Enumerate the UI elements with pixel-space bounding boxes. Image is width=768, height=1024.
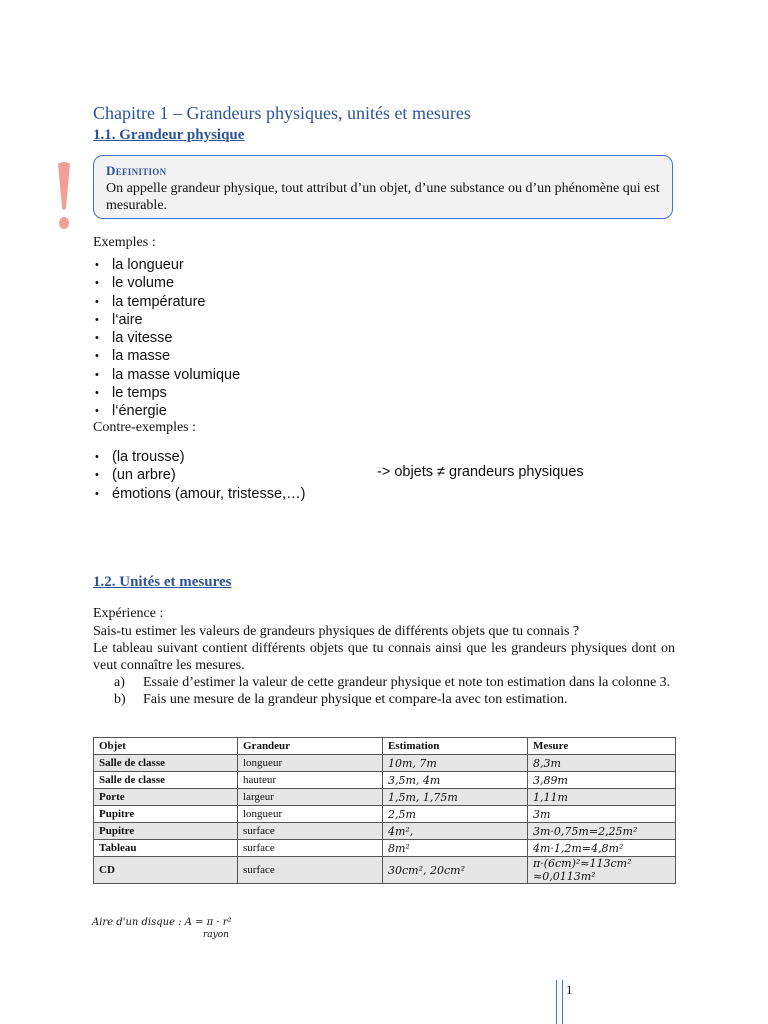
table-row (94, 823, 676, 840)
section-title-unites: 1.2. Unités et mesures (93, 574, 232, 590)
list-item: • (un arbre) (93, 466, 305, 484)
cell-mesure: 4m·1,2m=4,8m² (528, 840, 676, 857)
list-item: • la masse volumique (93, 366, 240, 384)
table-header-row (94, 738, 676, 755)
table-row (94, 772, 676, 789)
list-item: • le temps (93, 384, 240, 402)
handwritten-note: Aire d'un disque : A = π · r² (92, 917, 232, 928)
column-header: Objet (94, 738, 238, 755)
question-text: Sais-tu estimer les valeurs de grandeurs physiques de différents objets que tu connais ? (93, 624, 580, 639)
cell-estimation: 4m², (383, 823, 528, 840)
counter-examples-note: -> objets ≠ grandeurs physiques (377, 464, 584, 480)
step-letter: b) (114, 692, 126, 707)
cell-grandeur: surface (238, 840, 383, 857)
cell-grandeur: longueur (238, 806, 383, 823)
cell-objet: Tableau (94, 840, 238, 857)
page-number-bar (556, 980, 563, 1024)
cell-objet: Salle de classe (94, 772, 238, 789)
cell-estimation: 8m² (383, 840, 528, 857)
definition-text: On appelle grandeur physique, tout attribut d’un objet, d’une substance ou d’un phénomène qui est mesurable. (106, 181, 660, 213)
list-item: • (la trousse) (93, 448, 305, 466)
cell-grandeur: surface (238, 823, 383, 840)
experience-label: Expérience : (93, 606, 164, 621)
list-item: • la masse (93, 347, 240, 365)
examples-label: Exemples : (93, 235, 156, 250)
cell-mesure: 1,11m (528, 789, 676, 806)
cell-mesure: π·(6cm)²≈113cm² ≈0,0113m² (528, 857, 676, 884)
section-title-grandeur: 1.1. Grandeur physique (93, 127, 245, 143)
cell-mesure: 3m·0,75m=2,25m² (528, 823, 676, 840)
cell-objet: CD (94, 857, 238, 884)
cell-grandeur: surface (238, 857, 383, 884)
list-item: • émotions (amour, tristesse,…) (93, 485, 305, 503)
list-item: • la vitesse (93, 329, 240, 347)
cell-objet: Pupitre (94, 806, 238, 823)
cell-mesure: 3m (528, 806, 676, 823)
cell-grandeur: largeur (238, 789, 383, 806)
cell-estimation: 10m, 7m (383, 755, 528, 772)
steps-list (114, 674, 675, 708)
cell-grandeur: longueur (238, 755, 383, 772)
step-item (114, 674, 675, 691)
counter-examples-list (93, 448, 305, 503)
examples-list (93, 256, 240, 421)
definition-box (93, 155, 673, 219)
table-row (94, 806, 676, 823)
step-letter: a) (114, 675, 125, 690)
handwritten-note-sub: rayon (203, 930, 229, 940)
column-header: Estimation (383, 738, 528, 755)
page-number: 1 (566, 982, 573, 997)
exclamation-icon (55, 160, 73, 232)
list-item: • la longueur (93, 256, 240, 274)
step-item (114, 691, 675, 708)
list-item: • l‘aire (93, 311, 240, 329)
step-text: Fais une mesure de la grandeur physique et compare-la avec ton estimation. (143, 692, 568, 707)
table-row (94, 755, 676, 772)
step-text: Essaie d’estimer la valeur de cette grandeur physique et note ton estimation dans la colonne 3. (143, 675, 671, 690)
cell-mesure: 8,3m (528, 755, 676, 772)
cell-objet: Pupitre (94, 823, 238, 840)
column-header: Mesure (528, 738, 676, 755)
column-header: Grandeur (238, 738, 383, 755)
measurement-table (93, 737, 676, 884)
cell-objet: Salle de classe (94, 755, 238, 772)
cell-estimation: 3,5m, 4m (383, 772, 528, 789)
counter-examples-label: Contre-exemples : (93, 420, 197, 435)
list-item: • le volume (93, 274, 240, 292)
table-row (94, 857, 676, 884)
table-row (94, 840, 676, 857)
cell-estimation: 1,5m, 1,75m (383, 789, 528, 806)
cell-estimation: 2,5m (383, 806, 528, 823)
cell-grandeur: hauteur (238, 772, 383, 789)
intro-text: Le tableau suivant contient différents objets que tu connais ainsi que les grandeurs physiques dont on veut connaître les mesures. (93, 641, 675, 673)
cell-mesure: 3,89m (528, 772, 676, 789)
list-item: • la température (93, 293, 240, 311)
list-item: • l‘énergie (93, 402, 240, 420)
definition-heading: Definition (106, 163, 167, 178)
table-row (94, 789, 676, 806)
cell-estimation: 30cm², 20cm² (383, 857, 528, 884)
chapter-title: Chapitre 1 – Grandeurs physiques, unités et mesures (93, 103, 471, 123)
cell-objet: Porte (94, 789, 238, 806)
